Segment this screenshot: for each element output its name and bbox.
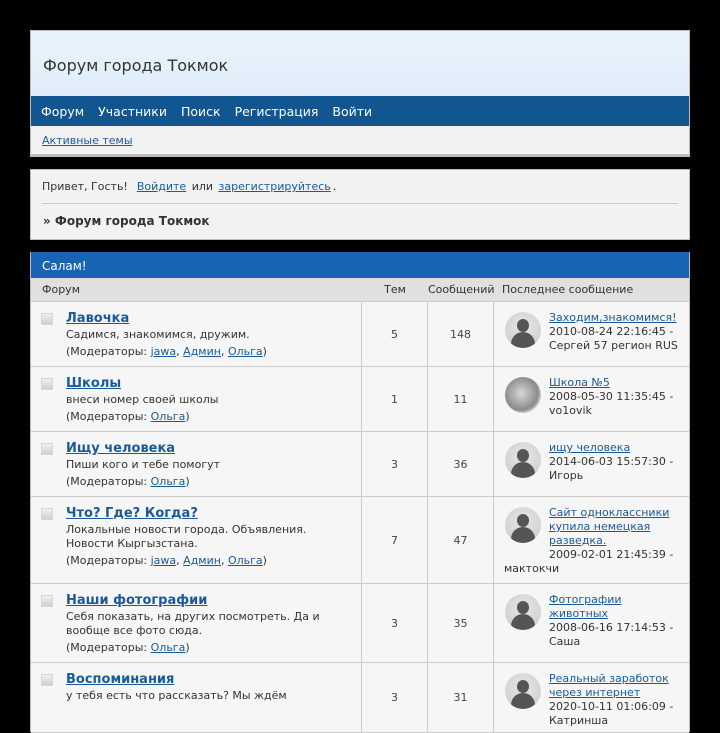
moderators-label: (Модераторы:	[66, 554, 151, 567]
forum-cell	[31, 302, 362, 366]
user-avatar-icon	[505, 312, 541, 348]
last-post-date: 2008-05-30 11:35:45 -	[549, 390, 674, 403]
sub-nav	[31, 126, 689, 156]
moderator-link[interactable]: Ольга	[227, 554, 263, 567]
moderator-link[interactable]: jawa	[150, 345, 177, 358]
moderator-link[interactable]: Ольга	[150, 475, 186, 488]
moderator-link[interactable]: Ольга	[150, 410, 186, 423]
last-post-date: 2008-06-16 17:14:53 -	[549, 621, 674, 634]
nav-search[interactable]: Поиск	[180, 103, 221, 119]
moderator-link[interactable]: Админ	[183, 345, 221, 358]
moderators-label: (Модераторы:	[66, 641, 151, 654]
topics-count: 3	[362, 432, 428, 496]
forum-link[interactable]: Ищу человека	[66, 441, 176, 456]
forum-status-icon	[41, 443, 53, 455]
last-post-link[interactable]: Школа №5	[549, 376, 610, 389]
col-forum: Форум	[42, 283, 80, 296]
forum-cell	[31, 367, 362, 431]
nav-forum[interactable]: Форум	[41, 103, 85, 119]
moderators-label: (Модераторы:	[66, 410, 151, 423]
last-post-cell	[494, 497, 689, 583]
posts-count: 47	[428, 497, 494, 583]
moderators	[66, 475, 353, 488]
topics-count: 3	[362, 663, 428, 732]
board-title: Форум города Токмок	[31, 31, 689, 96]
topics-count: 7	[362, 497, 428, 583]
moderator-link[interactable]: Ольга	[150, 641, 186, 654]
login-link[interactable]: Войдите	[136, 180, 187, 193]
last-post-link[interactable]: Заходим,знакомимся!	[549, 311, 677, 324]
forum-description: Пиши кого и тебе помогут	[66, 458, 221, 471]
last-post-user: Саша	[549, 635, 581, 648]
nav-login[interactable]: Войти	[332, 103, 373, 119]
forum-description: Локальные новости города. Объявления. Новости Кыргызстана.	[66, 523, 307, 550]
col-posts: Сообщений	[428, 283, 495, 296]
last-post-user: мактокчи	[504, 562, 560, 575]
forum-cell	[31, 497, 362, 583]
column-headers	[31, 278, 689, 302]
last-post-date: 2020-10-11 01:06:09 -	[549, 700, 674, 713]
breadcrumb: » Форум города Токмок	[43, 214, 210, 228]
forum-link[interactable]: Что? Где? Когда?	[66, 506, 198, 521]
forum-cell	[31, 584, 362, 662]
moderators-label: (Модераторы:	[66, 345, 151, 358]
last-post-link[interactable]: ищу человека	[549, 441, 631, 454]
forum-category	[30, 252, 690, 732]
user-avatar-icon	[505, 507, 541, 543]
moderators-close: )	[185, 475, 190, 488]
welcome-divider	[42, 203, 678, 204]
col-topics: Тем	[384, 283, 406, 296]
last-post-cell	[494, 663, 689, 732]
topics-count: 5	[362, 302, 428, 366]
forum-link[interactable]: Школы	[66, 376, 122, 391]
user-avatar-icon	[505, 442, 541, 478]
posts-count: 35	[428, 584, 494, 662]
forum-description: у тебя есть что рассказать? Мы ждём	[66, 689, 287, 702]
user-avatar-icon	[505, 673, 541, 709]
topics-count: 1	[362, 367, 428, 431]
welcome-text	[31, 170, 689, 193]
last-post-user: Сергей 57 регион RUS	[549, 339, 678, 352]
forum-link[interactable]: Наши фотографии	[66, 593, 208, 608]
nav-register[interactable]: Регистрация	[234, 103, 319, 119]
last-post-date: 2014-06-03 15:57:30 -	[549, 455, 674, 468]
posts-count: 31	[428, 663, 494, 732]
moderators-label: (Модераторы:	[66, 475, 151, 488]
forum-status-icon	[41, 595, 53, 607]
forum-link[interactable]: Лавочка	[66, 311, 130, 326]
forum-description: Себя показать, на других посмотреть. Да и вообще все фото сюда.	[66, 610, 320, 637]
forum-row	[31, 432, 689, 497]
posts-count: 36	[428, 432, 494, 496]
last-post-date: 2010-08-24 22:16:45 -	[549, 325, 674, 338]
dot-text: .	[332, 180, 337, 193]
last-post-link[interactable]: Сайт одноклассники купила немецкая разведка.	[549, 506, 670, 547]
moderator-link[interactable]: Админ	[183, 554, 221, 567]
last-post-cell	[494, 302, 689, 366]
forum-status-icon	[41, 313, 53, 325]
last-post-date: 2009-02-01 21:45:39 -	[549, 548, 674, 561]
forum-description: внеси номер своей школы	[66, 393, 219, 406]
moderators	[66, 410, 353, 423]
last-post-link[interactable]: Реальный заработок через интернет	[549, 672, 669, 699]
forum-row	[31, 584, 689, 663]
user-avatar-icon	[505, 377, 541, 413]
last-post-user: vo1ovik	[549, 404, 592, 417]
moderator-link[interactable]: Ольга	[227, 345, 263, 358]
forum-row	[31, 367, 689, 432]
active-topics-link[interactable]: Активные темы	[42, 134, 133, 147]
category-title: Салам!	[31, 252, 689, 278]
user-avatar-icon	[505, 594, 541, 630]
last-post-cell	[494, 367, 689, 431]
moderators-close: )	[262, 345, 267, 358]
forum-cell	[31, 432, 362, 496]
posts-count: 148	[428, 302, 494, 366]
main-nav	[31, 96, 689, 126]
forum-list	[31, 302, 689, 733]
last-post-link[interactable]: Фотографии животных	[549, 593, 622, 620]
forum-status-icon	[41, 378, 53, 390]
greeting: Привет, Гость!	[42, 180, 128, 193]
nav-members[interactable]: Участники	[98, 103, 167, 119]
moderators: (Модераторы: jawa, Админ, Ольга)	[66, 345, 267, 358]
forum-link[interactable]: Воспоминания	[66, 672, 175, 687]
board-header	[30, 30, 690, 157]
last-post-cell	[494, 584, 689, 662]
forum-status-icon	[41, 508, 53, 520]
forum-row	[31, 497, 689, 584]
forum-status-icon	[41, 674, 53, 686]
moderators-close: )	[185, 641, 190, 654]
moderators	[66, 641, 353, 654]
last-post-user: Катринша	[549, 714, 609, 727]
or-text: или	[191, 180, 214, 193]
moderators-close: )	[185, 410, 190, 423]
forum-row	[31, 663, 689, 733]
forum-cell	[31, 663, 362, 732]
header-divider	[31, 154, 689, 156]
welcome-box	[30, 169, 690, 240]
col-last-post: Последнее сообщение	[502, 283, 634, 296]
posts-count: 11	[428, 367, 494, 431]
last-post-user: Игорь	[549, 469, 584, 482]
topics-count: 3	[362, 584, 428, 662]
last-post-cell	[494, 432, 689, 496]
forum-row	[31, 302, 689, 367]
moderator-link[interactable]: jawa	[150, 554, 177, 567]
register-link[interactable]: зарегистрируйтесь	[218, 180, 331, 193]
moderators: (Модераторы: jawa, Админ, Ольга)	[66, 554, 267, 567]
forum-description: Садимся, знакомимся, дружим.	[66, 328, 250, 341]
moderators-close: )	[262, 554, 267, 567]
